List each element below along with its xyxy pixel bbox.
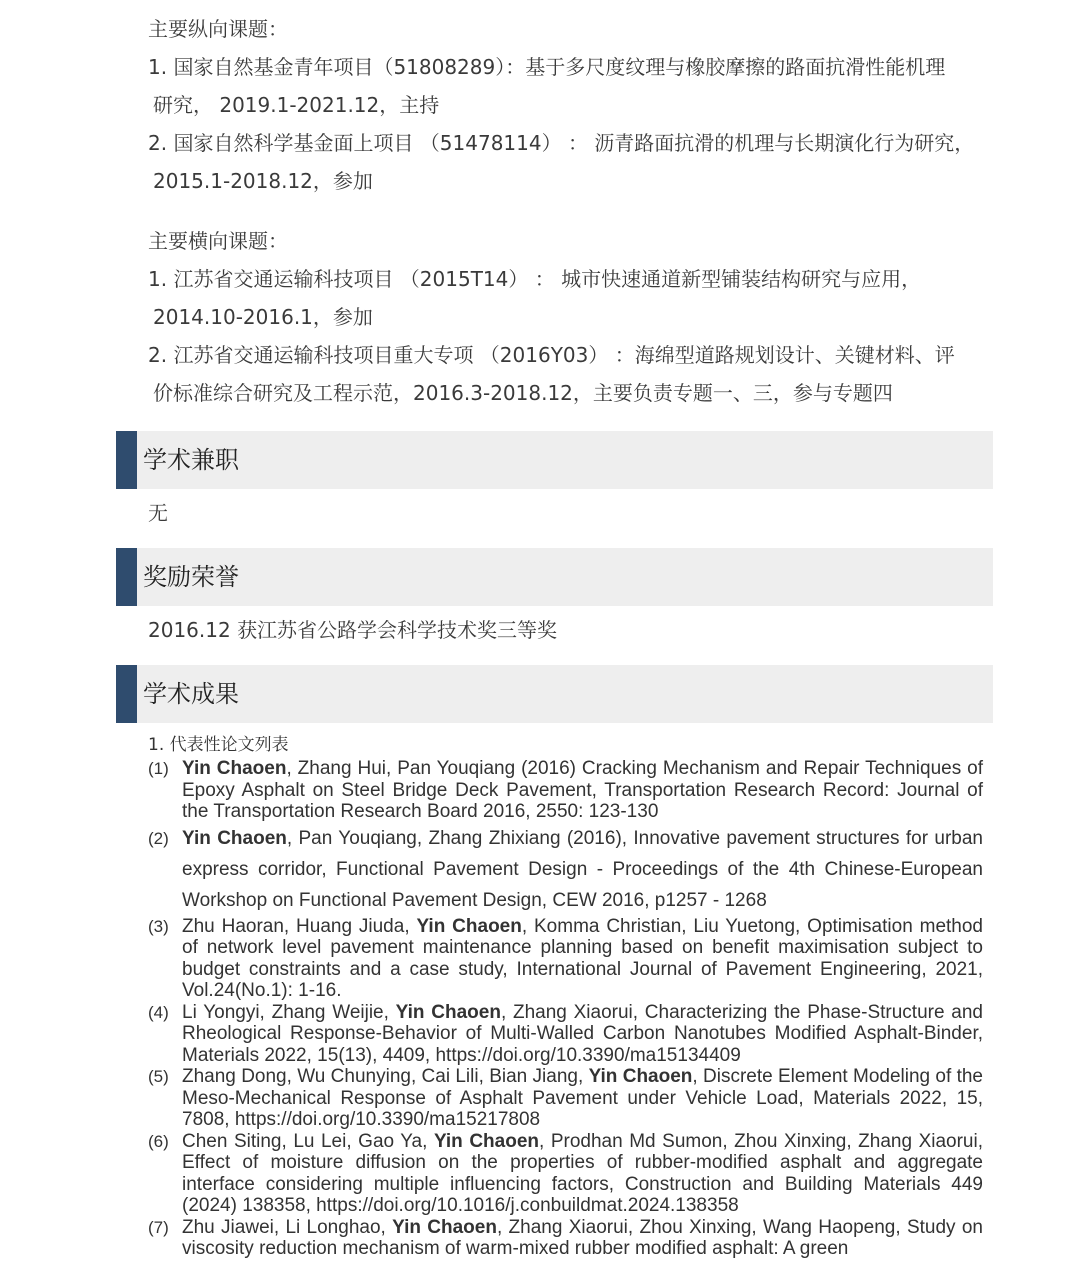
paper-highlight-author: Yin Chaoen (392, 1216, 497, 1238)
paper-citation: , Zhang Xiaorui, Characterizing the Phase-Structure and Rheological Response-Behavior of Multi-Walled Carbon Nanotubes Modified Asphalt-Binder, Materials 2022, 15(13), 4409, https://doi.org/10.3390/ma15134409 (182, 1001, 983, 1066)
paper-highlight-author: Yin Chaoen (395, 1001, 501, 1023)
horizontal-item-1-line1: 1. 江苏省交通运输科技项目 （2015T14） ： 城市快速通道新型铺装结构研究与应用， (148, 267, 922, 291)
vertical-item-2-line2: 2015.1-2018.12，参加 (153, 169, 373, 193)
paper-citation: , Zhang Xiaorui, Zhou Xinxing, Wang Haopeng, Study on viscosity reduction mechanism of warm-mixed rubber modified asphalt: A green (182, 1216, 983, 1259)
paper-citation: , Komma Christian, Liu Yuetong, Optimisation method of network level pavement maintenance planning based on benefit maximisation subject to budget constraints and a case study, International Journal of Pavement Engineering, 2021, Vol.24(No.1): 1-16. (182, 915, 983, 1001)
paper-number: (1) (148, 759, 169, 778)
horizontal-item-2-line2: 价标准综合研究及工程示范，2016.3-2018.12，主要负责专题一、三，参与专题四 (153, 381, 893, 405)
section-accent-bar (116, 431, 137, 489)
vertical-projects (148, 10, 993, 200)
paper-highlight-author: Yin Chaoen (416, 915, 522, 937)
paper-item (148, 916, 983, 1002)
paper-authors-pre: Li Yongyi, Zhang Weijie, (182, 1001, 396, 1023)
horizontal-item-2-line1: 2. 江苏省交通运输科技项目重大专项 （2016Y03） ：海绵型道路规划设计、关键材料、评 (148, 343, 955, 367)
horizontal-item-1-line2: 2014.10-2016.1，参加 (153, 305, 373, 329)
vertical-item-1-line1: 1. 国家自然基金青年项目（51808289）：基于多尺度纹理与橡胶摩擦的路面抗滑性能机理 (148, 55, 946, 79)
paper-list-title: 1. 代表性论文列表 (148, 735, 289, 755)
vertical-heading: 主要纵向课题： (148, 17, 288, 41)
section-header-academic-posts (116, 431, 993, 489)
vertical-item-1-line2: 研究， 2019.1-2021.12，主持 (153, 93, 440, 117)
paper-item (148, 1217, 983, 1260)
paper-citation: , Prodhan Md Sumon, Zhou Xinxing, Zhang Xiaorui, Effect of moisture diffusion on the properties of rubber-modified asphalt and aggregate interface considering multiple influencing factors, Construction and Building Materials 449 (2024) 138358, https://doi.org/10.1016/j.conbuildmat.2024.138358 (182, 1130, 983, 1216)
paper-highlight-author: Yin Chaoen (182, 758, 287, 779)
paper-highlight-author: Yin Chaoen (182, 827, 287, 849)
horizontal-heading: 主要横向课题： (148, 229, 288, 253)
paper-item (148, 823, 983, 916)
paper-item (148, 1066, 983, 1131)
paper-citation: , Discrete Element Modeling of the Meso-Mechanical Response of Asphalt Pavement under Vehicle Load, Materials 2022, 15, 7808, https://doi.org/10.3390/ma15217808 (182, 1066, 984, 1130)
paper-number: (7) (148, 1217, 169, 1237)
awards-content: 2016.12 获江苏省公路学会科学技术奖三等奖 (148, 618, 558, 642)
paper-highlight-author: Yin Chaoen (588, 1066, 693, 1087)
paper-authors-pre: Zhang Dong, Wu Chunying, Cai Lili, Bian Jiang, (182, 1066, 589, 1087)
section-title: 学术兼职 (143, 446, 239, 474)
paper-authors-pre: Zhu Haoran, Huang Jiuda, (182, 915, 417, 937)
section-title: 奖励荣誉 (143, 563, 239, 591)
paper-list (148, 734, 983, 1260)
paper-highlight-author: Yin Chaoen (433, 1130, 540, 1152)
academic-posts-content: 无 (148, 501, 168, 525)
section-title: 学术成果 (143, 680, 239, 708)
paper-number: (6) (148, 1131, 169, 1151)
paper-number: (3) (148, 916, 169, 936)
paper-authors-pre: Chen Siting, Lu Lei, Gao Ya, (182, 1130, 434, 1152)
vertical-item-2-line1: 2. 国家自然科学基金面上项目 （51478114） ： 沥青路面抗滑的机理与长期演化行为研究， (148, 131, 975, 155)
horizontal-projects (148, 222, 993, 412)
section-accent-bar (116, 548, 137, 606)
paper-item (148, 1002, 983, 1067)
section-accent-bar (116, 665, 137, 723)
paper-authors-pre: Zhu Jiawei, Li Longhao, (182, 1216, 393, 1238)
paper-item (148, 758, 983, 823)
paper-item (148, 1131, 983, 1217)
section-header-achievements (116, 665, 993, 723)
paper-citation: , Pan Youqiang, Zhang Zhixiang (2016), Innovative pavement structures for urban express corridor, Functional Pavement Design - Proceedings of the 4th Chinese-European Workshop on Functional Pavement Design, CEW 2016, p1257 - 1268 (182, 827, 983, 911)
paper-number: (5) (148, 1067, 169, 1086)
paper-number: (4) (148, 1002, 169, 1022)
section-header-awards (116, 548, 993, 606)
paper-citation: , Zhang Hui, Pan Youqiang (2016) Cracking Mechanism and Repair Techniques of Epoxy Asphalt on Steel Bridge Deck Pavement, Transportation Research Record: Journal of the Transportation Research Board 2016, 2550: 123-130 (182, 758, 983, 822)
paper-number: (2) (148, 828, 169, 848)
